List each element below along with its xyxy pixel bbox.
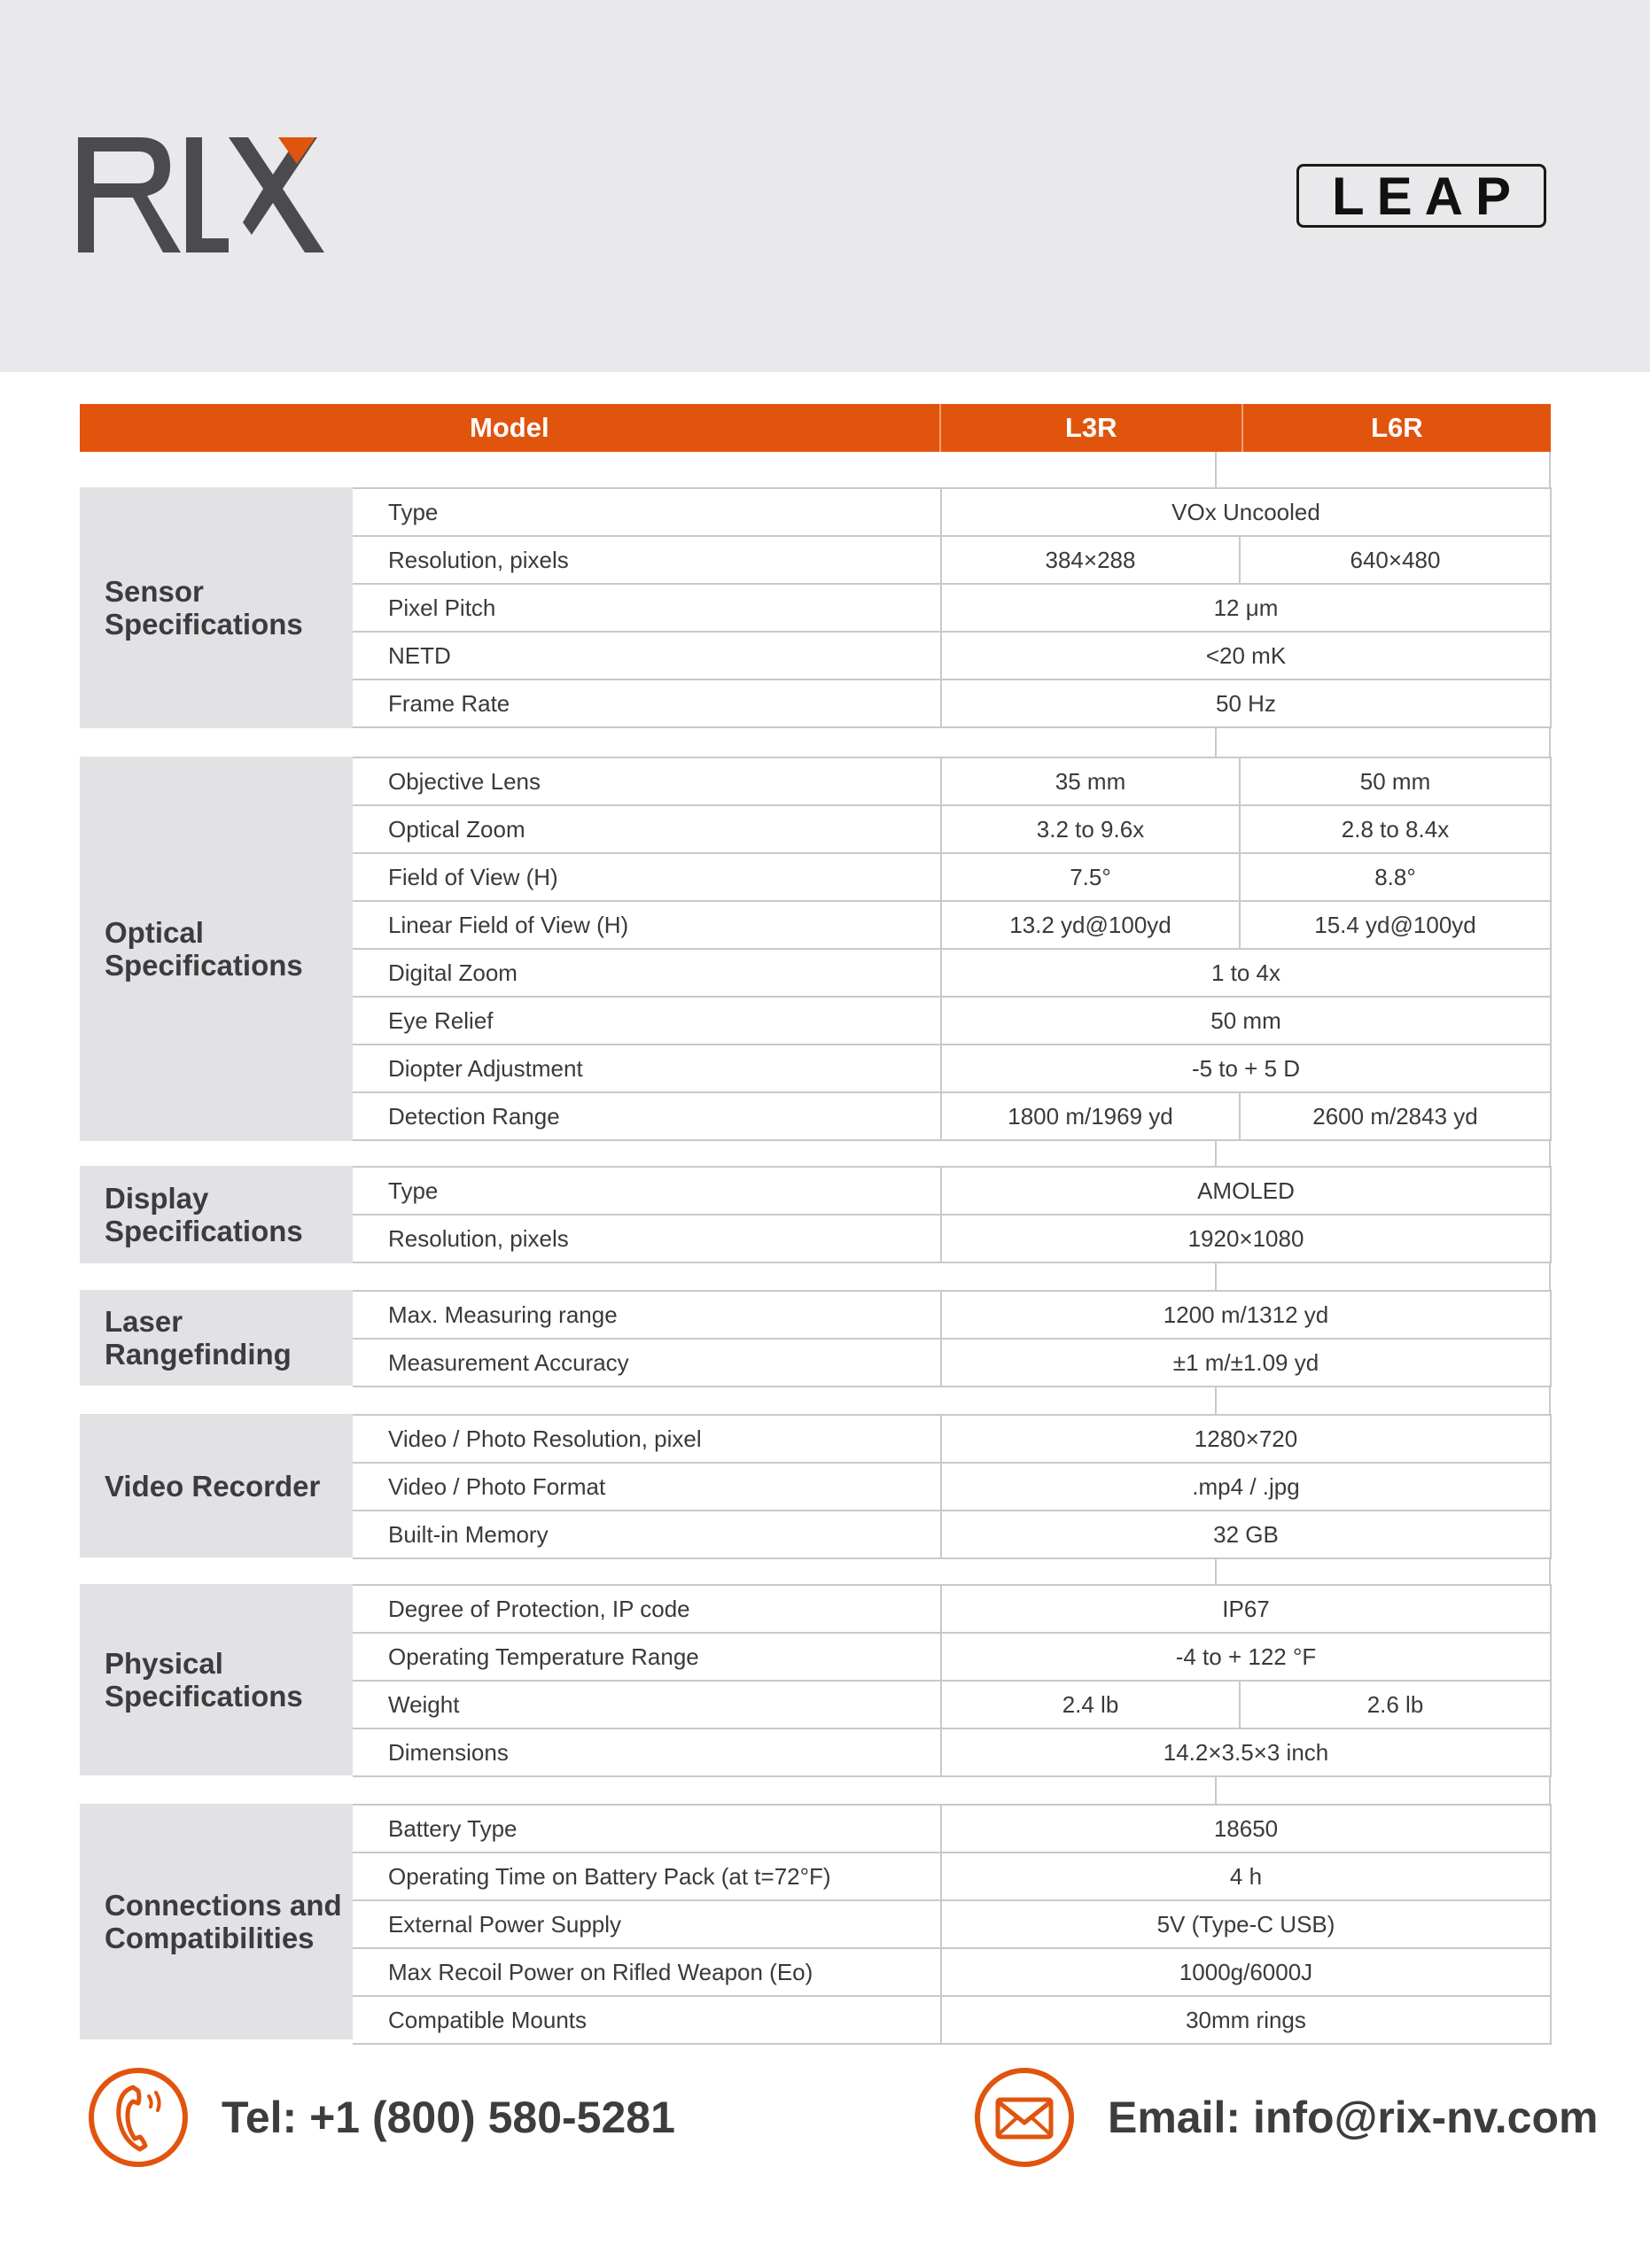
column-divider — [1215, 1775, 1217, 1804]
spec-value: -4 to + 122 °F — [1175, 1643, 1317, 1670]
spec-value: -5 to + 5 D — [1191, 1054, 1301, 1082]
envelope-icon — [973, 2066, 1076, 2169]
category-label: Laser Rangefinding — [80, 1290, 353, 1386]
column-divider — [1215, 728, 1217, 757]
spec-label: Measurement Accuracy — [353, 1340, 942, 1386]
spec-value: .mp4 / .jpg — [1192, 1472, 1300, 1500]
spec-label: Eye Relief — [353, 998, 942, 1044]
spec-label: Operating Time on Battery Pack (at t=72°F) — [353, 1853, 942, 1899]
column-divider — [1549, 1263, 1551, 1290]
spec-row — [353, 950, 1550, 998]
rix-logo-mark — [78, 137, 324, 252]
phone-number[interactable]: Tel: +1 (800) 580-5281 — [222, 2093, 675, 2142]
spec-value: 1000g/6000J — [1179, 1958, 1313, 1985]
spec-row — [353, 1729, 1550, 1777]
spec-row — [353, 806, 1550, 854]
spec-label: External Power Supply — [353, 1901, 942, 1947]
spec-row — [353, 633, 1550, 680]
spec-value: 18650 — [1213, 1814, 1279, 1842]
spec-value: ±1 m/±1.09 yd — [1172, 1348, 1319, 1376]
spec-label: Resolution, pixels — [353, 537, 942, 583]
column-divider — [1549, 1386, 1551, 1414]
spec-row — [353, 1949, 1550, 1997]
l6r-column-header: L6R — [1241, 404, 1551, 452]
spec-row — [353, 758, 1550, 806]
spec-label: Field of View (H) — [353, 854, 942, 900]
column-divider — [1549, 1775, 1551, 1804]
spec-value-l6r: 2.8 to 8.4x — [1341, 815, 1450, 843]
spec-value: 1 to 4x — [1210, 959, 1281, 986]
spec-row — [353, 537, 1550, 585]
spec-value-l3r: 7.5° — [942, 854, 1241, 900]
spec-row — [353, 1853, 1550, 1901]
spec-rows — [353, 1290, 1552, 1387]
spec-value: 32 GB — [1213, 1520, 1279, 1548]
spec-value-l3r: 3.2 to 9.6x — [942, 806, 1241, 852]
spec-value-l6r: 2600 m/2843 yd — [1312, 1102, 1478, 1130]
product-name-badge: LEAP — [1296, 164, 1546, 228]
spec-rows — [353, 487, 1552, 728]
page-header — [0, 0, 1650, 372]
spec-rows — [353, 1804, 1552, 2045]
spec-label: Pixel Pitch — [353, 585, 942, 631]
spec-label: Digital Zoom — [353, 950, 942, 996]
category-label: Optical Specifications — [80, 757, 353, 1141]
spec-row — [353, 854, 1550, 902]
spec-row — [353, 680, 1550, 728]
spec-row — [353, 998, 1550, 1045]
spec-value: AMOLED — [1197, 1177, 1295, 1204]
column-divider — [1215, 1141, 1217, 1166]
email-contact — [973, 2064, 1598, 2171]
model-column-header: Model — [470, 412, 549, 443]
spec-value: 12 μm — [1213, 594, 1279, 621]
video-recorder-group — [80, 1414, 1551, 1557]
spec-label: Type — [353, 489, 942, 535]
spec-value-l3r: 1800 m/1969 yd — [942, 1093, 1241, 1139]
spec-value: <20 mK — [1205, 641, 1287, 669]
spec-value: 14.2×3.5×3 inch — [1163, 1738, 1329, 1766]
spec-value-l6r: 8.8° — [1374, 863, 1416, 890]
spec-label: Linear Field of View (H) — [353, 902, 942, 948]
spec-row — [353, 1045, 1550, 1093]
display-specifications-group — [80, 1166, 1551, 1263]
spec-value-l3r: 35 mm — [942, 758, 1241, 804]
spec-value-l6r: 2.6 lb — [1366, 1690, 1424, 1718]
column-divider — [1549, 728, 1551, 757]
column-divider — [1215, 1557, 1217, 1584]
spec-label: Degree of Protection, IP code — [353, 1586, 942, 1632]
spec-row — [353, 1464, 1550, 1511]
spec-value-l3r: 384×288 — [942, 537, 1241, 583]
spec-rows — [353, 1414, 1552, 1559]
spec-label: Dimensions — [353, 1729, 942, 1775]
category-label: Physical Specifications — [80, 1584, 353, 1775]
model-header-row — [80, 404, 1551, 452]
spec-row — [353, 1511, 1550, 1559]
spec-value: 50 Hz — [1216, 689, 1276, 717]
spec-value: VOx Uncooled — [1171, 498, 1320, 525]
column-divider — [1549, 1141, 1551, 1166]
spec-row — [353, 1168, 1550, 1216]
spec-value: 50 mm — [1210, 1006, 1281, 1034]
spec-value: 4 h — [1229, 1862, 1263, 1890]
physical-specifications-group — [80, 1584, 1551, 1775]
spec-label: Battery Type — [353, 1806, 942, 1852]
spec-label: Video / Photo Format — [353, 1464, 942, 1510]
laser-rangefinding-group — [80, 1290, 1551, 1386]
category-label: Connections and Compatibilities — [80, 1804, 353, 2039]
sensor-specifications-group — [80, 487, 1551, 728]
spec-rows — [353, 1166, 1552, 1263]
spec-row — [353, 902, 1550, 950]
spec-label: Weight — [353, 1682, 942, 1728]
spec-value: 5V (Type-C USB) — [1156, 1910, 1335, 1938]
column-divider — [1215, 1386, 1217, 1414]
spec-label: Frame Rate — [353, 680, 942, 726]
spec-value-l6r: 640×480 — [1350, 546, 1441, 573]
spec-label: Optical Zoom — [353, 806, 942, 852]
spec-label: Type — [353, 1168, 942, 1214]
spec-label: Objective Lens — [353, 758, 942, 804]
column-divider — [1549, 452, 1551, 487]
spec-label: Resolution, pixels — [353, 1216, 942, 1262]
spec-value-l3r: 2.4 lb — [942, 1682, 1241, 1728]
column-divider — [1215, 452, 1217, 487]
category-label: Video Recorder — [80, 1414, 353, 1557]
column-divider — [1549, 1557, 1551, 1584]
spec-row — [353, 1416, 1550, 1464]
spec-value: 1280×720 — [1194, 1425, 1298, 1452]
spec-row — [353, 1634, 1550, 1682]
spec-value-l6r: 15.4 yd@100yd — [1314, 911, 1476, 938]
spec-label: NETD — [353, 633, 942, 679]
spec-row — [353, 1586, 1550, 1634]
spec-row — [353, 1216, 1550, 1263]
spec-row — [353, 1997, 1550, 2045]
optical-specifications-group — [80, 757, 1551, 1141]
spec-label: Operating Temperature Range — [353, 1634, 942, 1680]
spec-value: 1200 m/1312 yd — [1163, 1301, 1329, 1328]
email-address[interactable]: Email: info@rix-nv.com — [1108, 2093, 1599, 2142]
spec-row — [353, 1806, 1550, 1853]
spec-label: Max. Measuring range — [353, 1292, 942, 1338]
column-divider — [1215, 1263, 1217, 1290]
spec-value: 1920×1080 — [1187, 1224, 1304, 1252]
spec-label: Video / Photo Resolution, pixel — [353, 1416, 942, 1462]
l3r-column-header: L3R — [939, 404, 1241, 452]
category-label: Display Specifications — [80, 1166, 353, 1263]
phone-icon — [87, 2066, 190, 2169]
spec-rows — [353, 757, 1552, 1141]
spec-row — [353, 585, 1550, 633]
spec-rows — [353, 1584, 1552, 1777]
spec-value-l3r: 13.2 yd@100yd — [942, 902, 1241, 948]
spec-value-l6r: 50 mm — [1359, 767, 1431, 795]
spec-row — [353, 489, 1550, 537]
spec-row — [353, 1292, 1550, 1340]
spec-label: Compatible Mounts — [353, 1997, 942, 2043]
spec-row — [353, 1340, 1550, 1387]
spec-row — [353, 1093, 1550, 1141]
spec-label: Max Recoil Power on Rifled Weapon (Eo) — [353, 1949, 942, 1995]
spec-value: IP67 — [1222, 1595, 1270, 1622]
rix-logo — [78, 137, 324, 252]
spec-label: Diopter Adjustment — [353, 1045, 942, 1091]
spec-label: Detection Range — [353, 1093, 942, 1139]
spec-value: 30mm rings — [1186, 2006, 1306, 2033]
spec-row — [353, 1901, 1550, 1949]
spec-row — [353, 1682, 1550, 1729]
phone-contact — [87, 2064, 675, 2171]
connections-compatibilities-group — [80, 1804, 1551, 2039]
category-label: Sensor Specifications — [80, 487, 353, 728]
spec-label: Built-in Memory — [353, 1511, 942, 1557]
